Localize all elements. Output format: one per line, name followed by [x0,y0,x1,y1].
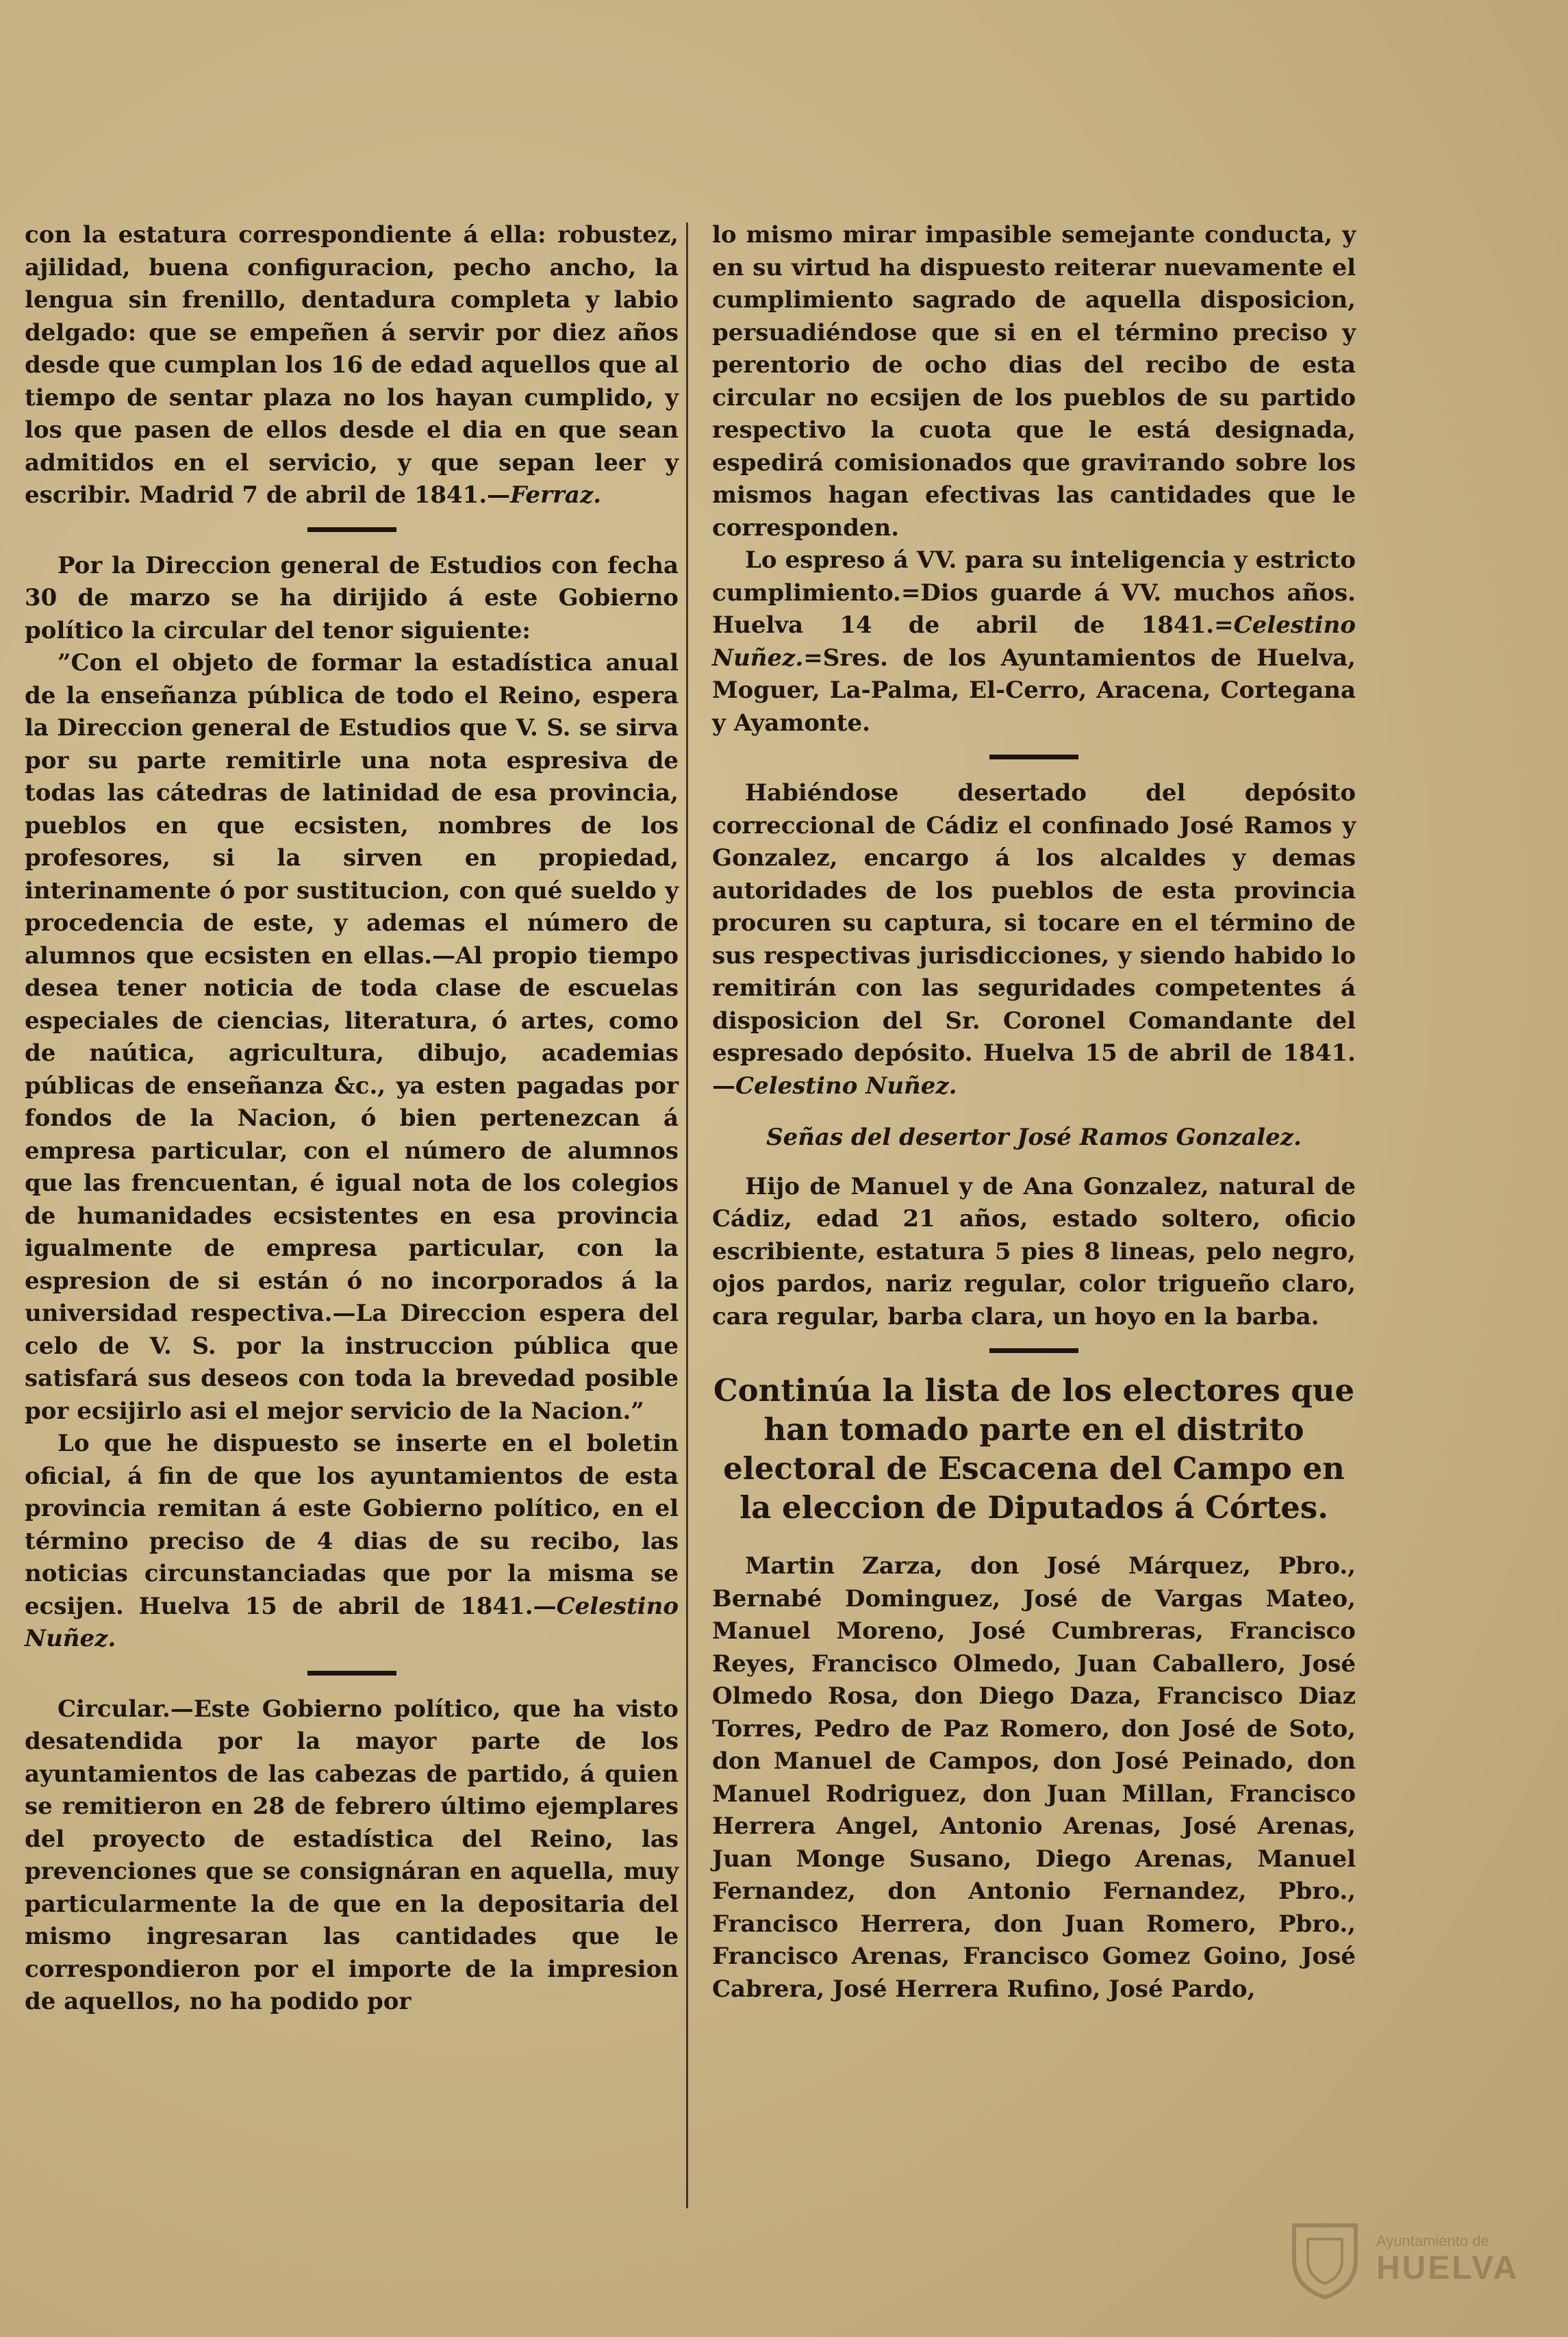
section-separator [989,1348,1078,1353]
paragraph: ”Con el objeto de formar la estadística anual de la enseñanza pública de todo el Reino, espera la Direccion general de Estudios que V. S. se sirva por su parte remitirle una nota espresiva de todas las cátedras de latinidad de esa provincia, pueblos en que ecsisten, nombres de los profesores, si la sirven en propiedad, interinamente ó por sustitucion, con qué sueldo y procedencia de este, y ademas el número de alumnos que ecsisten en ellas.—Al propio tiempo desea tener noticia de toda clase de escuelas especiales de ciencias, literatura, ó artes, como de naútica, agricultura, dibujo, academias públicas de enseñanza &c., ya esten pagadas por fondos de la Nacion, ó bien pertenezcan á empresa particular, con el número de alumnos que las frencuentan, é igual nota de los colegios de humanidades ecsistentes en esa provincia igualmente de empresa particular, con la espresion de si están ó no incorporados á la universidad respectiva.—La Direccion espera del celo de V. S. por la instruccion pública que satisfará sus deseos con toda la brevedad posible por ecsijirlo asi el mejor servicio de la Nacion.” [25,649,679,1425]
section-separator [307,1671,396,1676]
paragraph: con la estatura correspondiente á ella: robustez, ajilidad, buena configuracion, pecho ancho, la lengua sin frenillo, dentadura completa y labio delgado: que se empeñen á servir por diez años desde que cumplan los 16 de edad aquellos que al tiempo de sentar plaza no los hayan cumplido, y los que pasen de ellos desde el dia en que sean admitidos en el servicio, y que sepan leer y escribir. Madrid 7 de abril de 1841.—Ferraz. [25,221,679,509]
paragraph: Hijo de Manuel y de Ana Gonzalez, natural de Cádiz, edad 21 años, estado soltero, oficio escribiente, estatura 5 pies 8 lineas, pelo negro, ojos pardos, nariz regular, color trigueño claro, cara regular, barba clara, un hoyo en la barba. [712,1172,1356,1330]
paragraph: Martin Zarza, don José Márquez, Pbro., Bernabé Dominguez, José de Vargas Mateo, Manuel Moreno, José Cumbreras, Francisco Reyes, Francisco Olmedo, Juan Caballero, José Olmedo Rosa, don Diego Daza, Francisco Diaz Torres, Pedro de Paz Romero, don José de Soto, don Manuel de Campos, don José Peinado, don Manuel Rodriguez, don Juan Millan, Francisco Herrera Angel, Antonio Arenas, José Arenas, Juan Monge Susano, Diego Arenas, Manuel Fernandez, don Antonio Fernandez, Pbro., Francisco Herrera, don Juan Romero, Pbro., Francisco Arenas, Francisco Gomez Goino, José Cabrera, José Herrera Rufino, José Pardo, [712,1552,1356,2003]
left-column [25,219,679,2019]
paragraph: Lo que he dispuesto se inserte en el boletin oficial, á fin de que los ayuntamientos de esta provincia remitan á este Gobierno político, en el término preciso de 4 dias de su recibo, las noticias circunstanciadas que por la misma se ecsijen. Huelva 15 de abril de 1841.—Celestino Nuñez. [25,1430,679,1652]
coat-of-arms-icon [1280,2212,1369,2301]
column-divider [686,223,688,2208]
paragraph: Circular.—Este Gobierno político, que ha visto desatendida por la mayor parte de los ayuntamientos de las cabezas de partido, á quien se remitieron en 28 de febrero último ejemplares del proyecto de estadística del Reino, las prevenciones que se consignáran en aquella, muy particularmente la de que en la depositaria del mismo ingresaran las cantidades que le correspondieron por el importe de la impresion de aquellos, no ha podido por [25,1695,679,2015]
watermark-line1: Ayuntamiento de [1376,2232,1489,2249]
subheading: Señas del desertor José Ramos Gonzalez. [766,1124,1302,1151]
watermark-line2: HUELVA [1376,2250,1519,2286]
section-heading: Continúa la lista de los electores que han tomado parte en el distrito electoral de Escacena del Campo en la eleccion de Diputados á Córtes. [713,1372,1355,1526]
right-column [712,219,1356,2006]
paragraph: lo mismo mirar impasible semejante conducta, y en su virtud ha dispuesto reiterar nuevamente el cumplimiento sagrado de aquella disposicion, persuadiéndose que si en el término preciso y perentorio de ocho dias del recibo de esta circular no ecsijen de los pueblos de su partido respectivo la cuota que le está designada, espedirá comisionados que graviтando sobre los mismos hagan efectivas las cantidades que le corresponden. [712,221,1356,542]
watermark-logo [1280,2212,1519,2301]
paragraph: Habiéndose desertado del depósito correccional de Cádiz el confinado José Ramos y Gonzalez, encargo á los alcaldes y demas autoridades de los pueblos de esta provincia procuren su captura, si tocare en el término de sus respectivas jurisdicciones, y siendo habido lo remitirán con las seguridades competentes á disposicion del Sr. Coronel Comandante del espresado depósito. Huelva 15 de abril de 1841.—Celestino Nuñez. [712,779,1356,1100]
section-separator [307,527,396,532]
paragraph: Por la Direccion general de Estudios con fecha 30 de marzo se ha dirijido á este Gobierno político la circular del tenor siguiente: [25,551,679,644]
section-separator [989,755,1078,759]
paragraph: Lo espreso á VV. para su inteligencia y estricto cumplimiento.=Dios guarde á VV. muchos años. Huelva 14 de abril de 1841.=Celestino Nuñez.=Sres. de los Ayuntamientos de Huelva, Moguer, La-Palma, El-Cerro, Aracena, Cortegana y Ayamonte. [712,546,1356,737]
